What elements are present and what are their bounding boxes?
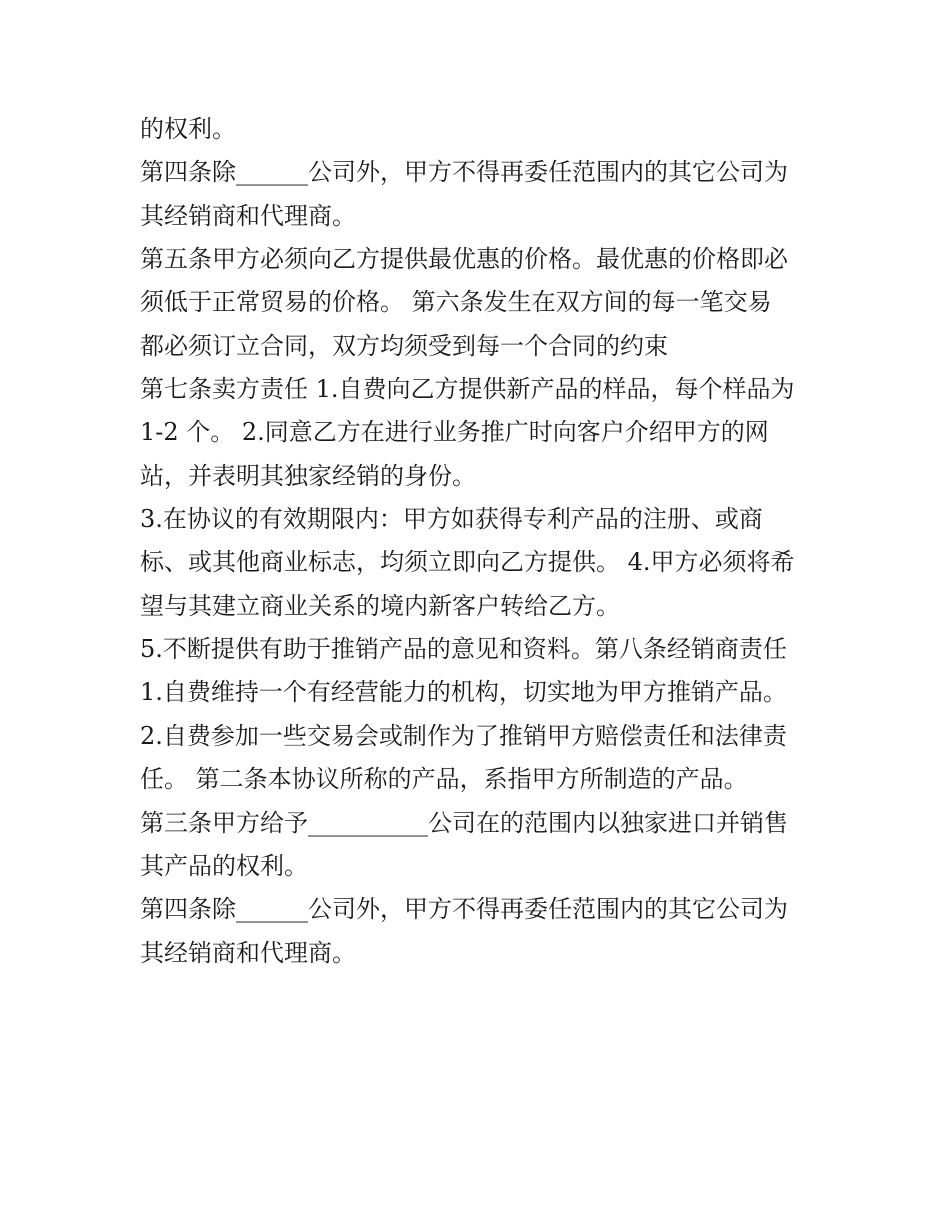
text-line: 第五条甲方必须向乙方提供最优惠的价格。最优惠的价格即必 [140, 245, 788, 274]
text-line: 5.不断提供有助于推销产品的意见和资料。第八条经销商责任 [140, 635, 787, 664]
text-line: 标、或其他商业标志，均须立即向乙方提供。 4.甲方必须将希 [140, 548, 795, 577]
text-line: 第四条除______公司外，甲方不得再委任范围内的其它公司为 [140, 895, 788, 924]
text-line: 1.自费维持一个有经营能力的机构，切实地为甲方推销产品。 [140, 678, 787, 707]
text-line: 2.自费参加一些交易会或制作为了推销甲方赔偿责任和法律责 [140, 721, 787, 750]
text-line: 第四条除______公司外，甲方不得再委任范围内的其它公司为 [140, 158, 788, 187]
text-line: 的权利。 [140, 115, 236, 143]
text-line: 都必须订立合同，双方均须受到每一个合同的约束 [140, 331, 668, 360]
text-line: 其经销商和代理商。 [140, 938, 356, 967]
text-line: 第三条甲方给予__________公司在的范围内以独家进口并销售 [140, 808, 788, 837]
text-line: 望与其建立商业关系的境内新客户转给乙方。 [140, 591, 620, 620]
text-line: 其经销商和代理商。 [140, 201, 356, 230]
text-line: 须低于正常贸易的价格。 第六条发生在双方间的每一笔交易 [140, 288, 772, 317]
contract-text [140, 108, 830, 975]
text-line: 其产品的权利。 [140, 851, 308, 880]
text-line: 站，并表明其独家经销的身份。 [140, 461, 476, 490]
text-line: 3.在协议的有效期限内：甲方如获得专利产品的注册、或商 [140, 505, 763, 534]
text-line: 1-2 个。 2.同意乙方在进行业务推广时向客户介绍甲方的网 [140, 418, 769, 447]
text-line: 第七条卖方责任 1.自费向乙方提供新产品的样品，每个样品为 [140, 375, 795, 404]
text-line: 任。 第二条本协议所称的产品，系指甲方所制造的产品。 [140, 765, 748, 794]
